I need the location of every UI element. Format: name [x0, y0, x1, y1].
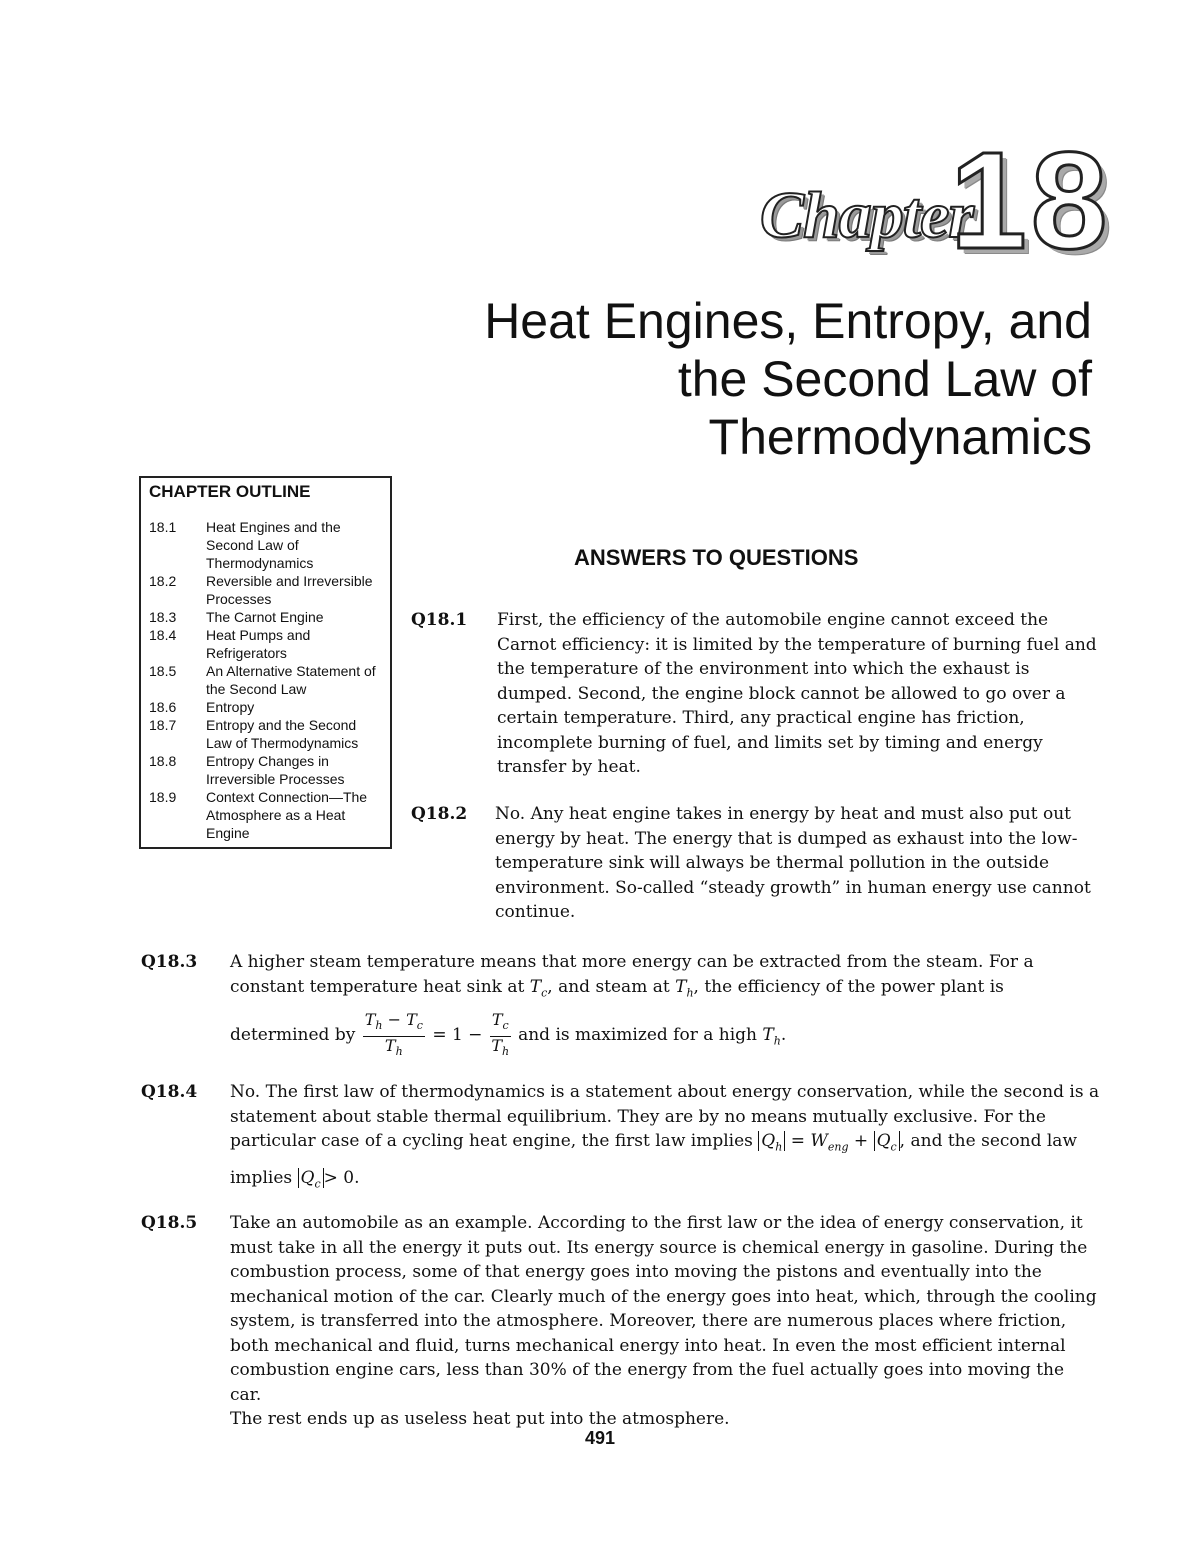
answer-line [230, 1166, 1100, 1197]
answer-line: continue. [495, 902, 576, 922]
chapter-word: Chapter [760, 179, 974, 252]
answer-text [230, 1211, 1100, 1432]
answer-line [230, 1129, 1100, 1160]
symbol-t: T [384, 1035, 396, 1055]
outline-item-text: Entropy Changes in Irreversible Processes [206, 753, 345, 787]
subscript-h: h [502, 1044, 510, 1058]
outline-item-text: Reversible and Irreversible Processes [206, 573, 373, 607]
chapter-title-line: Heat Engines, Entropy, and [484, 293, 1092, 349]
outline-item-number: 18.7 [149, 717, 177, 733]
text-fragment: , and steam at [547, 976, 670, 997]
abs-q-c [298, 1167, 324, 1191]
answer-line: both mechanical and fluid, turns mechanical energy into heat. In even the most efficient internal [230, 1335, 1066, 1356]
period: . [780, 1025, 787, 1046]
outline-item-number: 18.3 [149, 609, 177, 625]
text-fragment: implies [230, 1167, 293, 1188]
outline-item [149, 788, 384, 842]
subscript-c: c [314, 1177, 321, 1191]
answer-line: system, is transferred into the atmosphere. Moreover, there are numerous places where friction, [230, 1311, 1067, 1331]
outline-item [149, 518, 384, 572]
answer-line: combustion engine cars, less than 30% of the energy from the fuel actually goes into moving the car. [230, 1360, 1065, 1405]
answer-line: environment. So-called “steady growth” in human energy use cannot [495, 877, 1091, 898]
question-label: Q18.4 [141, 1082, 198, 1102]
answer-line: statement about stable thermal equilibrium. They are by no means mutually exclusive. For the [230, 1106, 1046, 1127]
outline-item [149, 626, 384, 662]
outline-item-number: 18.1 [149, 519, 177, 535]
answer-line: energy by heat. The energy that is dumped as exhaust into the low- [495, 828, 1078, 849]
answer-line [230, 975, 1100, 1006]
subscript-c: c [416, 1019, 423, 1033]
symbol-t: T [364, 1010, 376, 1030]
subscript-h: h [775, 1140, 783, 1154]
answer-text [495, 802, 1107, 925]
answer-line: certain temperature. Third, any practical engine has friction, [497, 708, 1025, 728]
text-fragment: and is maximized for a high [518, 1025, 757, 1046]
outline-item-text: The Carnot Engine [206, 609, 324, 625]
outline-item [149, 698, 384, 716]
symbol-q: Q [761, 1131, 776, 1151]
chapter-outline-box [139, 476, 392, 849]
outline-item-text: Entropy and the Second Law of Thermodynamics [206, 717, 359, 751]
answer-text [497, 608, 1107, 780]
chapter-title-line: the Second Law of [677, 351, 1092, 407]
outline-item [149, 752, 384, 788]
answer-line: transfer by heat. [497, 757, 641, 777]
outline-item-number: 18.9 [149, 789, 177, 805]
answer-line: mechanical motion of the car. Clearly much of the energy goes into heat, which, through the cooling [230, 1286, 1097, 1307]
subscript-c: c [502, 1019, 509, 1033]
abs-q-c [874, 1131, 900, 1154]
answer-line: the temperature of the environment into which the exhaust is [497, 659, 1030, 679]
answers-heading: ANSWERS TO QUESTIONS [574, 545, 859, 570]
chapter-title-line: Thermodynamics [708, 409, 1092, 465]
outline-item-text: Context Connection—The Atmosphere as a Heat Engine [206, 789, 368, 841]
outline-item [149, 662, 384, 698]
text-fragment: constant temperature heat sink at [230, 976, 525, 997]
outline-item-text: Heat Engines and the Second Law of Thermodynamics [206, 519, 341, 571]
fraction-denominator [490, 1037, 511, 1061]
symbol-q: Q [876, 1131, 891, 1151]
outline-item-number: 18.8 [149, 753, 177, 769]
answer-line: combustion process, some of that energy goes into moving the pistons and eventually into the [230, 1262, 1042, 1282]
symbol-q: Q [300, 1167, 315, 1188]
question-label: Q18.1 [411, 610, 468, 630]
answer-line: Carnot efficiency: it is limited by the temperature of burning fuel and [497, 634, 1097, 655]
carnot-fraction [490, 1011, 511, 1060]
answer-line: Take an automobile as an example. According to the first law or the idea of energy conservation, it [230, 1213, 1083, 1233]
outline-item-text: Heat Pumps and Refrigerators [206, 627, 311, 661]
outline-item [149, 608, 384, 626]
text-fragment: , the efficiency of the power plant is [693, 976, 1004, 997]
outline-heading: CHAPTER OUTLINE [149, 482, 311, 501]
symbol-t: T [491, 1035, 503, 1055]
symbol-t: T [406, 1010, 417, 1030]
answer-text [230, 1080, 1100, 1197]
subscript-c: c [541, 985, 548, 999]
answer-line: dumped. Second, the engine block cannot be allowed to go over a [497, 683, 1066, 704]
outline-item-number: 18.2 [149, 573, 177, 589]
answer-line [230, 1011, 1100, 1060]
outline-item [149, 572, 384, 608]
question-label: Q18.2 [411, 804, 468, 824]
subscript-c: c [890, 1140, 897, 1154]
subscript-h: h [773, 1034, 781, 1048]
answer-line: incomplete burning of fuel, and limits set by timing and energy [497, 732, 1043, 753]
question-label: Q18.5 [141, 1213, 198, 1233]
question-label: Q18.3 [141, 952, 198, 972]
symbol-w: W [810, 1131, 828, 1151]
answer-line: No. Any heat engine takes in energy by heat and must also put out [495, 804, 1071, 824]
subscript-h: h [375, 1019, 383, 1033]
text-fragment: determined by [230, 1025, 356, 1046]
answer-text [230, 950, 1100, 1061]
subscript-eng: eng [827, 1140, 849, 1154]
answer-line: The rest ends up as useless heat put into the atmosphere. [230, 1409, 730, 1429]
symbol-t: T [675, 976, 687, 997]
outline-item [149, 716, 384, 752]
symbol-t: T [529, 976, 542, 997]
fraction-denominator [363, 1037, 425, 1061]
minus-sign: − [382, 1010, 407, 1030]
chapter-title [372, 292, 1092, 466]
subscript-h: h [686, 985, 694, 999]
answer-line: First, the efficiency of the automobile engine cannot exceed the [497, 610, 1049, 630]
fraction-numerator [363, 1011, 425, 1036]
answer-line: must take in all the energy it puts out. Its energy source is chemical energy in gasoline. During the [230, 1237, 1088, 1258]
subscript-h: h [395, 1044, 403, 1058]
equals-sign: = [785, 1131, 811, 1151]
outline-item-number: 18.6 [149, 699, 177, 715]
efficiency-fraction [363, 1011, 425, 1060]
abs-q-h [758, 1131, 785, 1154]
outline-item-number: 18.5 [149, 663, 177, 679]
answer-line: temperature sink will always be thermal pollution in the outside [495, 853, 1050, 873]
answer-line: No. The first law of thermodynamics is a statement about energy conservation, while the second is a [230, 1082, 1100, 1102]
symbol-t: T [762, 1025, 774, 1046]
text-fragment: > 0. [323, 1167, 360, 1188]
text-fragment: particular case of a cycling heat engine, the first law implies [230, 1131, 753, 1151]
plus-sign: + [848, 1131, 874, 1151]
chapter-number: 18 [950, 124, 1112, 278]
outline-item-text: An Alternative Statement of the Second Law [206, 663, 376, 697]
fraction-numerator [490, 1011, 511, 1036]
text-fragment: , and the second law [899, 1131, 1077, 1151]
outline-item-number: 18.4 [149, 627, 177, 643]
page-number: 491 [585, 1428, 616, 1448]
outline-item-text: Entropy [206, 699, 255, 715]
equals-one-minus: = 1 − [432, 1025, 483, 1046]
symbol-t: T [491, 1010, 503, 1030]
answer-line: A higher steam temperature means that more energy can be extracted from the steam. For a [230, 952, 1034, 972]
